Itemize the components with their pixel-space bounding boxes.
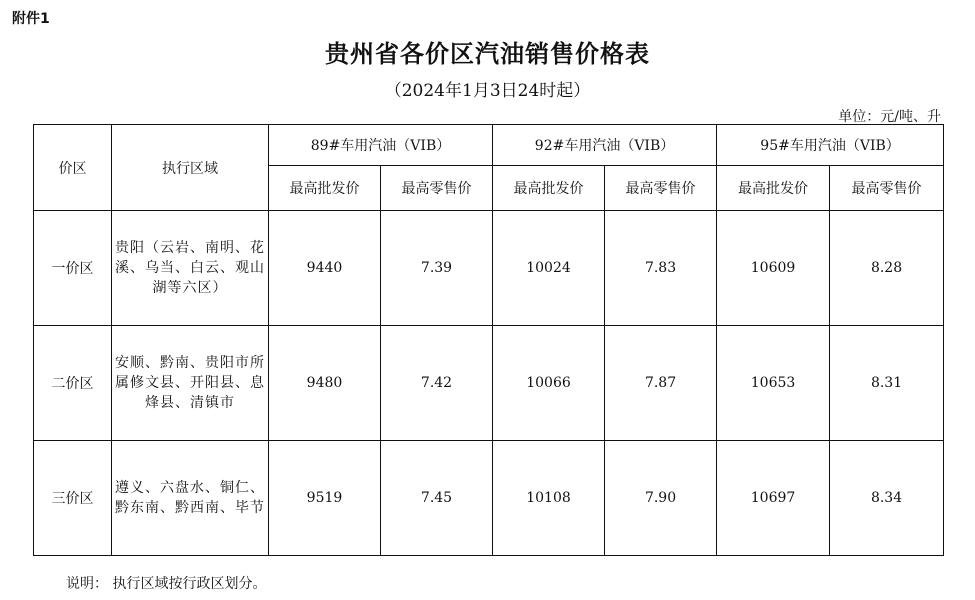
footnote: 说明： 执行区域按行政区划分。 [66, 576, 267, 592]
header-wholesale-92: 最高批发价 [493, 166, 605, 211]
table-row [34, 326, 944, 441]
header-zone: 价区 [34, 125, 112, 211]
header-region: 执行区域 [112, 125, 269, 211]
price-cell: 10609 [717, 211, 830, 326]
unit-label: 单位：元/吨、升 [838, 109, 941, 125]
region-cell: 安顺、黔南、贵阳市所属修文县、开阳县、息烽县、清镇市 [112, 326, 269, 441]
table-row [34, 441, 944, 556]
price-cell: 10066 [493, 326, 605, 441]
header-retail-92: 最高零售价 [605, 166, 717, 211]
header-retail-89: 最高零售价 [381, 166, 493, 211]
price-cell: 10024 [493, 211, 605, 326]
effective-date: （2024年1月3日24时起） [384, 81, 591, 101]
price-cell: 9440 [269, 211, 381, 326]
price-cell: 10697 [717, 441, 830, 556]
price-cell: 8.31 [830, 326, 944, 441]
header-wholesale-95: 最高批发价 [717, 166, 830, 211]
price-cell: 9519 [269, 441, 381, 556]
price-cell: 7.39 [381, 211, 493, 326]
price-cell: 8.28 [830, 211, 944, 326]
region-cell: 遵义、六盘水、铜仁、黔东南、黔西南、毕节 [112, 441, 269, 556]
price-table [33, 124, 944, 556]
zone-cell: 三价区 [34, 441, 112, 556]
price-cell: 7.87 [605, 326, 717, 441]
header-row-groups [34, 125, 944, 166]
header-fuel-89: 89#车用汽油（VIB） [269, 125, 493, 166]
price-cell: 8.34 [830, 441, 944, 556]
zone-cell: 一价区 [34, 211, 112, 326]
header-wholesale-89: 最高批发价 [269, 166, 381, 211]
zone-cell: 二价区 [34, 326, 112, 441]
price-cell: 7.42 [381, 326, 493, 441]
price-cell: 10653 [717, 326, 830, 441]
price-cell: 7.90 [605, 441, 717, 556]
header-fuel-95: 95#车用汽油（VIB） [717, 125, 944, 166]
price-cell: 7.45 [381, 441, 493, 556]
price-cell: 7.83 [605, 211, 717, 326]
price-cell: 9480 [269, 326, 381, 441]
region-cell: 贵阳（云岩、南明、花溪、乌当、白云、观山湖等六区） [112, 211, 269, 326]
price-cell: 10108 [493, 441, 605, 556]
header-fuel-92: 92#车用汽油（VIB） [493, 125, 717, 166]
attachment-label: 附件1 [12, 11, 50, 27]
header-retail-95: 最高零售价 [830, 166, 944, 211]
page-title: 贵州省各价区汽油销售价格表 [325, 40, 650, 68]
table-row [34, 211, 944, 326]
